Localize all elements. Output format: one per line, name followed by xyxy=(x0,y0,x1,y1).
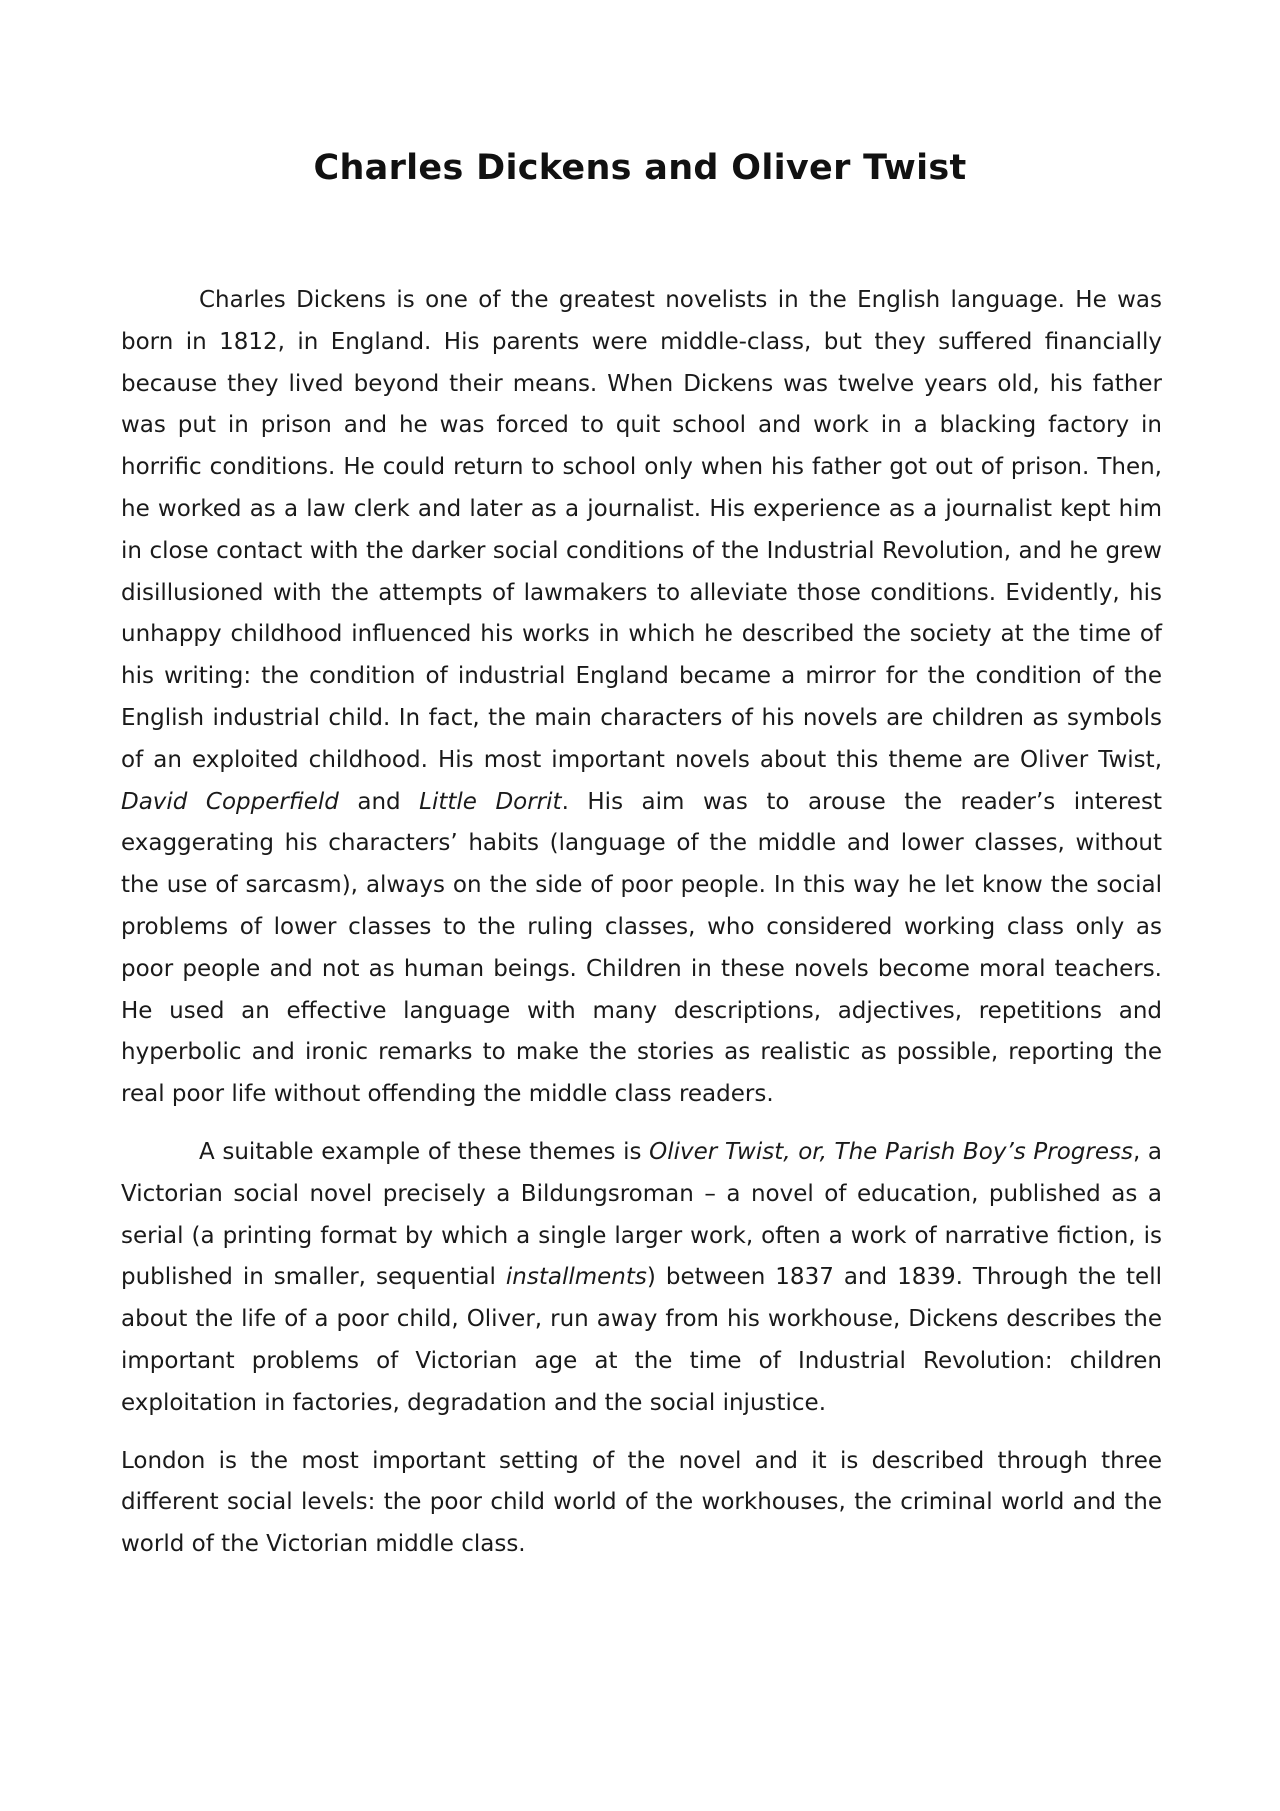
document-body xyxy=(121,280,1162,1582)
text-segment: ) between 1837 and 1839. Through the tell about the life of a poor child, Oliver, run away from his workhouse, Dickens describes the important problems of Victorian age at the time of Industrial Revolution: children exploitation in factories, degradation and the social injustice. xyxy=(121,1264,1162,1416)
paragraph-dickens-biography xyxy=(121,280,1162,1116)
book-title-little-dorrit: Little Dorrit xyxy=(419,788,562,815)
term-installments: installments xyxy=(505,1264,647,1291)
text-segment: London is the most important setting of the novel and it is described through three different social levels: the poor child world of the workhouses, the criminal world and the world of the Victorian middle class. xyxy=(121,1447,1162,1558)
book-title-oliver-twist: Oliver Twist, or, The Parish Boy’s Progress xyxy=(649,1138,1133,1165)
text-segment: . His aim was to arouse the reader’s interest exaggerating his characters’ habits (language of the middle and lower classes, without the use of sarcasm), always on the side of poor people. In this way he let know the social problems of lower classes to the ruling classes, who considered working class only as poor people and not as human beings. Children in these novels become moral teachers. He used an effective language with many descriptions, adjectives, repetitions and hyperbolic and ironic remarks to make the stories as realistic as possible, reporting the real poor life without offending the middle class readers. xyxy=(121,788,1162,1108)
book-title-david-copperfield: David Copperfield xyxy=(121,788,339,815)
text-segment: , a Victorian social novel precisely a Bildungsroman – a novel of education, published as a serial (a printing format by which a single larger work, often a work of narrative fiction, is published in smaller, sequential xyxy=(121,1138,1162,1291)
paragraph-london-setting xyxy=(121,1441,1162,1566)
text-segment: Charles Dickens is one of the greatest novelists in the English language. He was born in 1812, in England. His parents were middle-class, but they suffered financially because they lived beyond their means. When Dickens was twelve years old, his father was put in prison and he was forced to quit school and work in a blacking factory in horrific conditions. He could return to school only when his father got out of prison. Then, he worked as a law clerk and later as a journalist. His experience as a journalist kept him in close contact with the darker social conditions of the Industrial Revolution, and he grew disillusioned with the attempts of lawmakers to alleviate those conditions. Evidently, his unhappy childhood influenced his works in which he described the society at the time of his writing: the condition of industrial England became a mirror for the condition of the English industrial child. In fact, the main characters of his novels are children as symbols of an exploited childhood. His most important novels about this theme are Oliver Twist, xyxy=(121,287,1162,773)
page-title: Charles Dickens and Oliver Twist xyxy=(313,148,967,188)
paragraph-oliver-twist xyxy=(121,1132,1162,1425)
text-segment: A suitable example of these themes is xyxy=(199,1138,650,1165)
text-segment: and xyxy=(338,788,420,815)
